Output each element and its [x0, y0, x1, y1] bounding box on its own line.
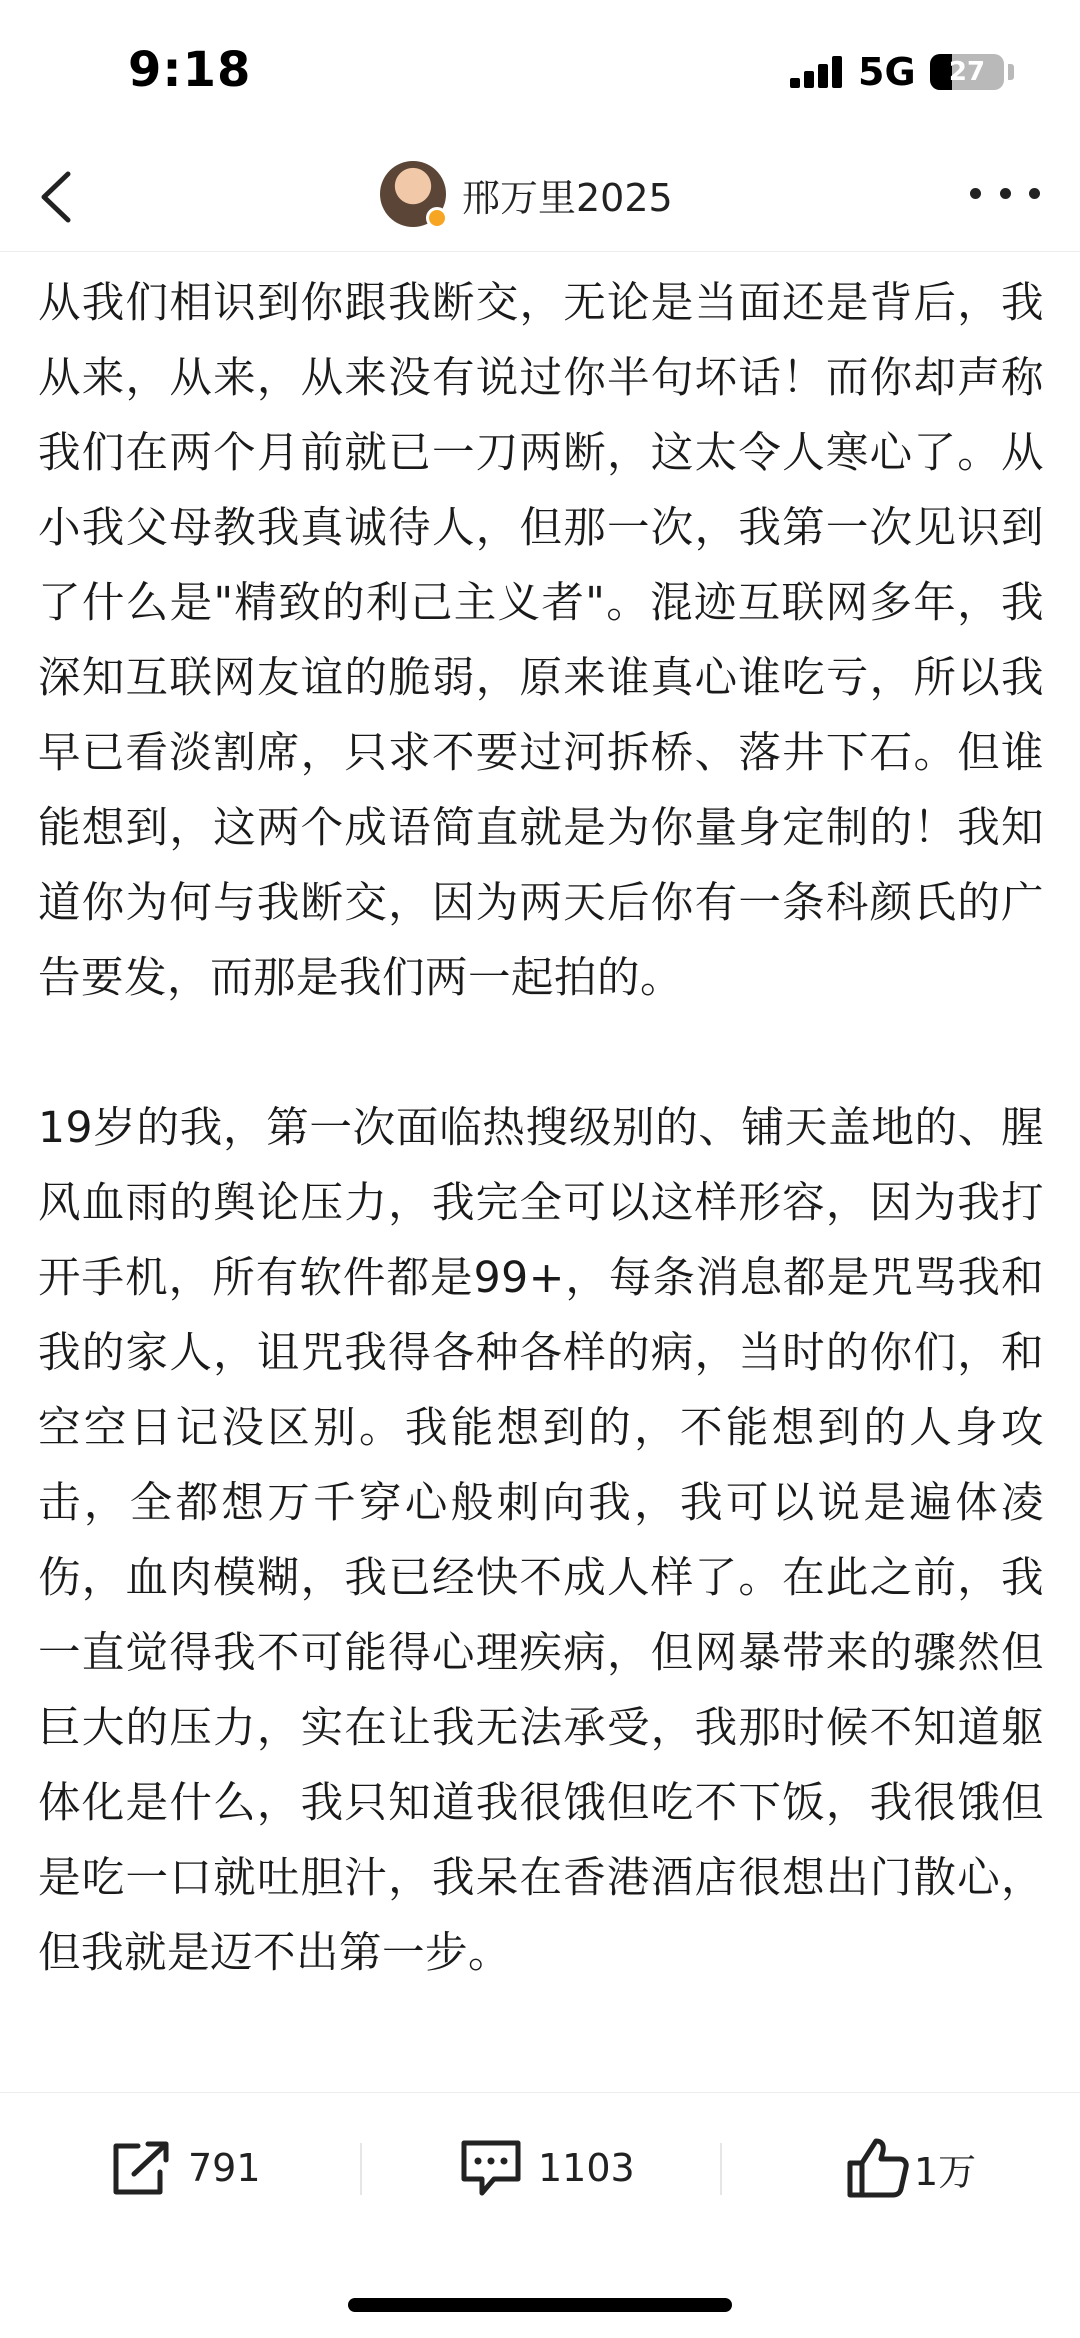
- nav-title: 邢万里2025: [462, 175, 673, 220]
- status-bar: [0, 0, 1080, 140]
- like-button[interactable]: [846, 2093, 976, 2243]
- share-count: 791: [188, 2146, 261, 2190]
- like-count: 1万: [914, 2149, 977, 2194]
- status-time: 9:18: [128, 42, 252, 98]
- back-button[interactable]: [26, 162, 96, 232]
- share-icon: [108, 2138, 174, 2198]
- network-type: 5G: [858, 50, 916, 94]
- signal-icon: [790, 56, 844, 88]
- comment-count: 1103: [538, 2146, 635, 2190]
- nav-bar: [0, 140, 1080, 252]
- nav-user[interactable]: [380, 156, 673, 232]
- share-button[interactable]: [108, 2093, 261, 2243]
- thumbs-up-icon: [846, 2137, 910, 2199]
- post-paragraph: 19岁的我，第一次面临热搜级别的、铺天盖地的、腥风血雨的舆论压力，我完全可以这样形容，因为我打开手机，所有软件都是99+，每条消息都是咒骂我和我的家人，诅咒我得各种各样的病，当时的你们，和空空日记没区别。我能想到的，不能想到的人身攻击，全都想万千穿心般刺向我，我可以说是遍体凌伤，血肉模糊，我已经快不成人样了。在此之前，我一直觉得我不可能得心理疾病，但网暴带来的骤然但巨大的压力，实在让我无法承受，我那时候不知道躯体化是什么，我只知道我很饿但吃不下饭，我很饿但是吃一口就吐胆汁，我呆在香港酒店很想出门散心，但我就是迈不出第一步。: [38, 1104, 1044, 1978]
- action-divider: [720, 2143, 722, 2195]
- avatar[interactable]: [380, 161, 446, 227]
- action-bar: [0, 2092, 1080, 2242]
- verified-badge-icon: [426, 207, 448, 229]
- comment-button[interactable]: [458, 2093, 635, 2243]
- action-divider: [360, 2143, 362, 2195]
- post-content: [0, 252, 1080, 2092]
- home-indicator: [348, 2298, 732, 2312]
- battery-cap: [1008, 64, 1014, 80]
- battery-level: 27: [948, 57, 986, 87]
- comment-icon: [458, 2137, 524, 2199]
- battery-icon: [930, 54, 1004, 90]
- more-dot: [1000, 188, 1011, 199]
- more-dot: [970, 188, 981, 199]
- more-button[interactable]: [970, 178, 1040, 208]
- post-paragraph: 从我们相识到你跟我断交，无论是当面还是背后，我从来，从来，从来没有说过你半句坏话！而你却声称我们在两个月前就已一刀两断，这太令人寒心了。从小我父母教我真诚待人，但那一次，我第一次见识到了什么是"精致的利己主义者"。混迹互联网多年，我深知互联网友谊的脆弱，原来谁真心谁吃亏，所以我早已看淡割席，只求不要过河拆桥、落井下石。但谁能想到，这两个成语简直就是为你量身定制的！我知道你为何与我断交，因为两天后你有一条科颜氏的广告要发，而那是我们两一起拍的。: [38, 279, 1044, 1003]
- more-dot: [1029, 188, 1040, 199]
- chevron-left-icon: [26, 162, 96, 232]
